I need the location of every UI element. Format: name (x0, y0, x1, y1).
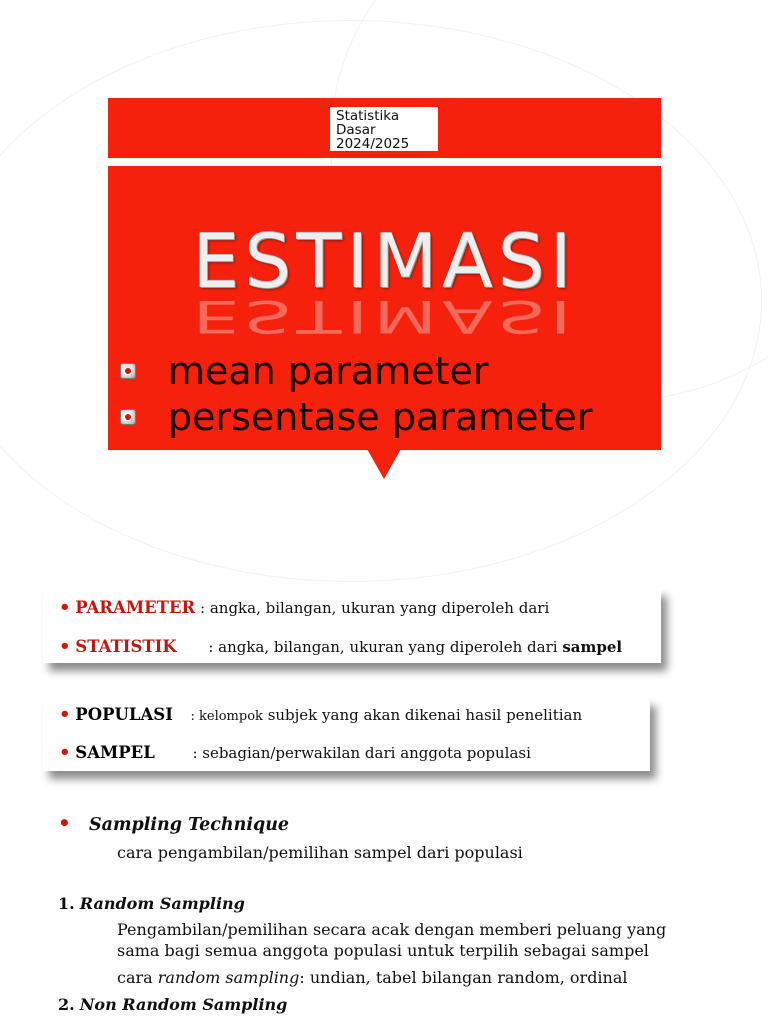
item-number: 1. (58, 894, 75, 913)
slide-title-reflection: ESTIMASI (192, 290, 577, 342)
topic-text: persentase parameter (168, 395, 593, 439)
bullet-dot-icon: • (59, 597, 71, 618)
definition-card-populasi-sampel (43, 698, 650, 771)
topic-list (120, 348, 592, 440)
slide-title: ESTIMASI (192, 219, 577, 305)
definition-statistik (59, 636, 622, 657)
course-level: Dasar (336, 122, 376, 138)
panel-pointer (367, 449, 401, 479)
bullet-dot-icon: • (59, 636, 71, 657)
definition-sampel (59, 742, 531, 763)
list-item (120, 348, 592, 394)
non-random-sampling-heading (58, 995, 287, 1014)
term-sampel: SAMPEL (75, 743, 155, 762)
desc-statistik: : angka, bilangan, ukuran yang diperoleh dari (208, 638, 558, 656)
course-label (330, 107, 438, 151)
definition-populasi (59, 704, 582, 725)
random-sampling-title: Random Sampling (79, 894, 245, 913)
random-sampling-line2: sama bagi semua anggota populasi untuk terpilih sebagai sampel (117, 941, 649, 960)
list-item (120, 394, 592, 440)
desc-parameter: : angka, bilangan, ukuran yang diperoleh dari (200, 599, 550, 617)
desc-populasi-small: : kelompok (190, 709, 263, 724)
desc-statistik-bold: sampel (562, 638, 623, 656)
bullet-dot-icon: • (58, 811, 71, 835)
random-sampling-heading (58, 894, 245, 913)
course-name: Statistika (336, 108, 400, 124)
item-number: 2. (58, 995, 75, 1014)
definition-card-parameter-statistik (43, 588, 661, 663)
random-sampling-methods (117, 968, 628, 987)
course-year: 2024/2025 (336, 136, 410, 151)
methods-list: : undian, tabel bilangan random, ordinal (299, 968, 628, 987)
desc-sampel: : sebagian/perwakilan dari anggota populasi (192, 744, 531, 762)
non-random-sampling-title: Non Random Sampling (79, 995, 288, 1014)
random-sampling-line1: Pengambilan/pemilihan secara acak dengan memberi peluang yang (117, 920, 667, 939)
term-parameter: PARAMETER (75, 598, 196, 617)
bullet-dot-icon: • (59, 704, 71, 725)
term-statistik: STATISTIK (75, 637, 177, 656)
methods-prefix: cara (117, 968, 153, 987)
sampling-heading (58, 811, 289, 835)
topic-text: mean parameter (168, 349, 489, 393)
term-populasi: POPULASI (75, 705, 173, 724)
definition-parameter (59, 597, 549, 618)
radio-bullet-icon (120, 363, 136, 379)
methods-italic: random sampling (157, 968, 300, 987)
desc-populasi: subjek yang akan dikenai hasil penelitian (267, 706, 583, 724)
radio-bullet-icon (120, 409, 136, 425)
sampling-description: cara pengambilan/pemilihan sampel dari populasi (117, 843, 523, 862)
bullet-dot-icon: • (59, 742, 71, 763)
sampling-title: Sampling Technique (88, 815, 290, 835)
